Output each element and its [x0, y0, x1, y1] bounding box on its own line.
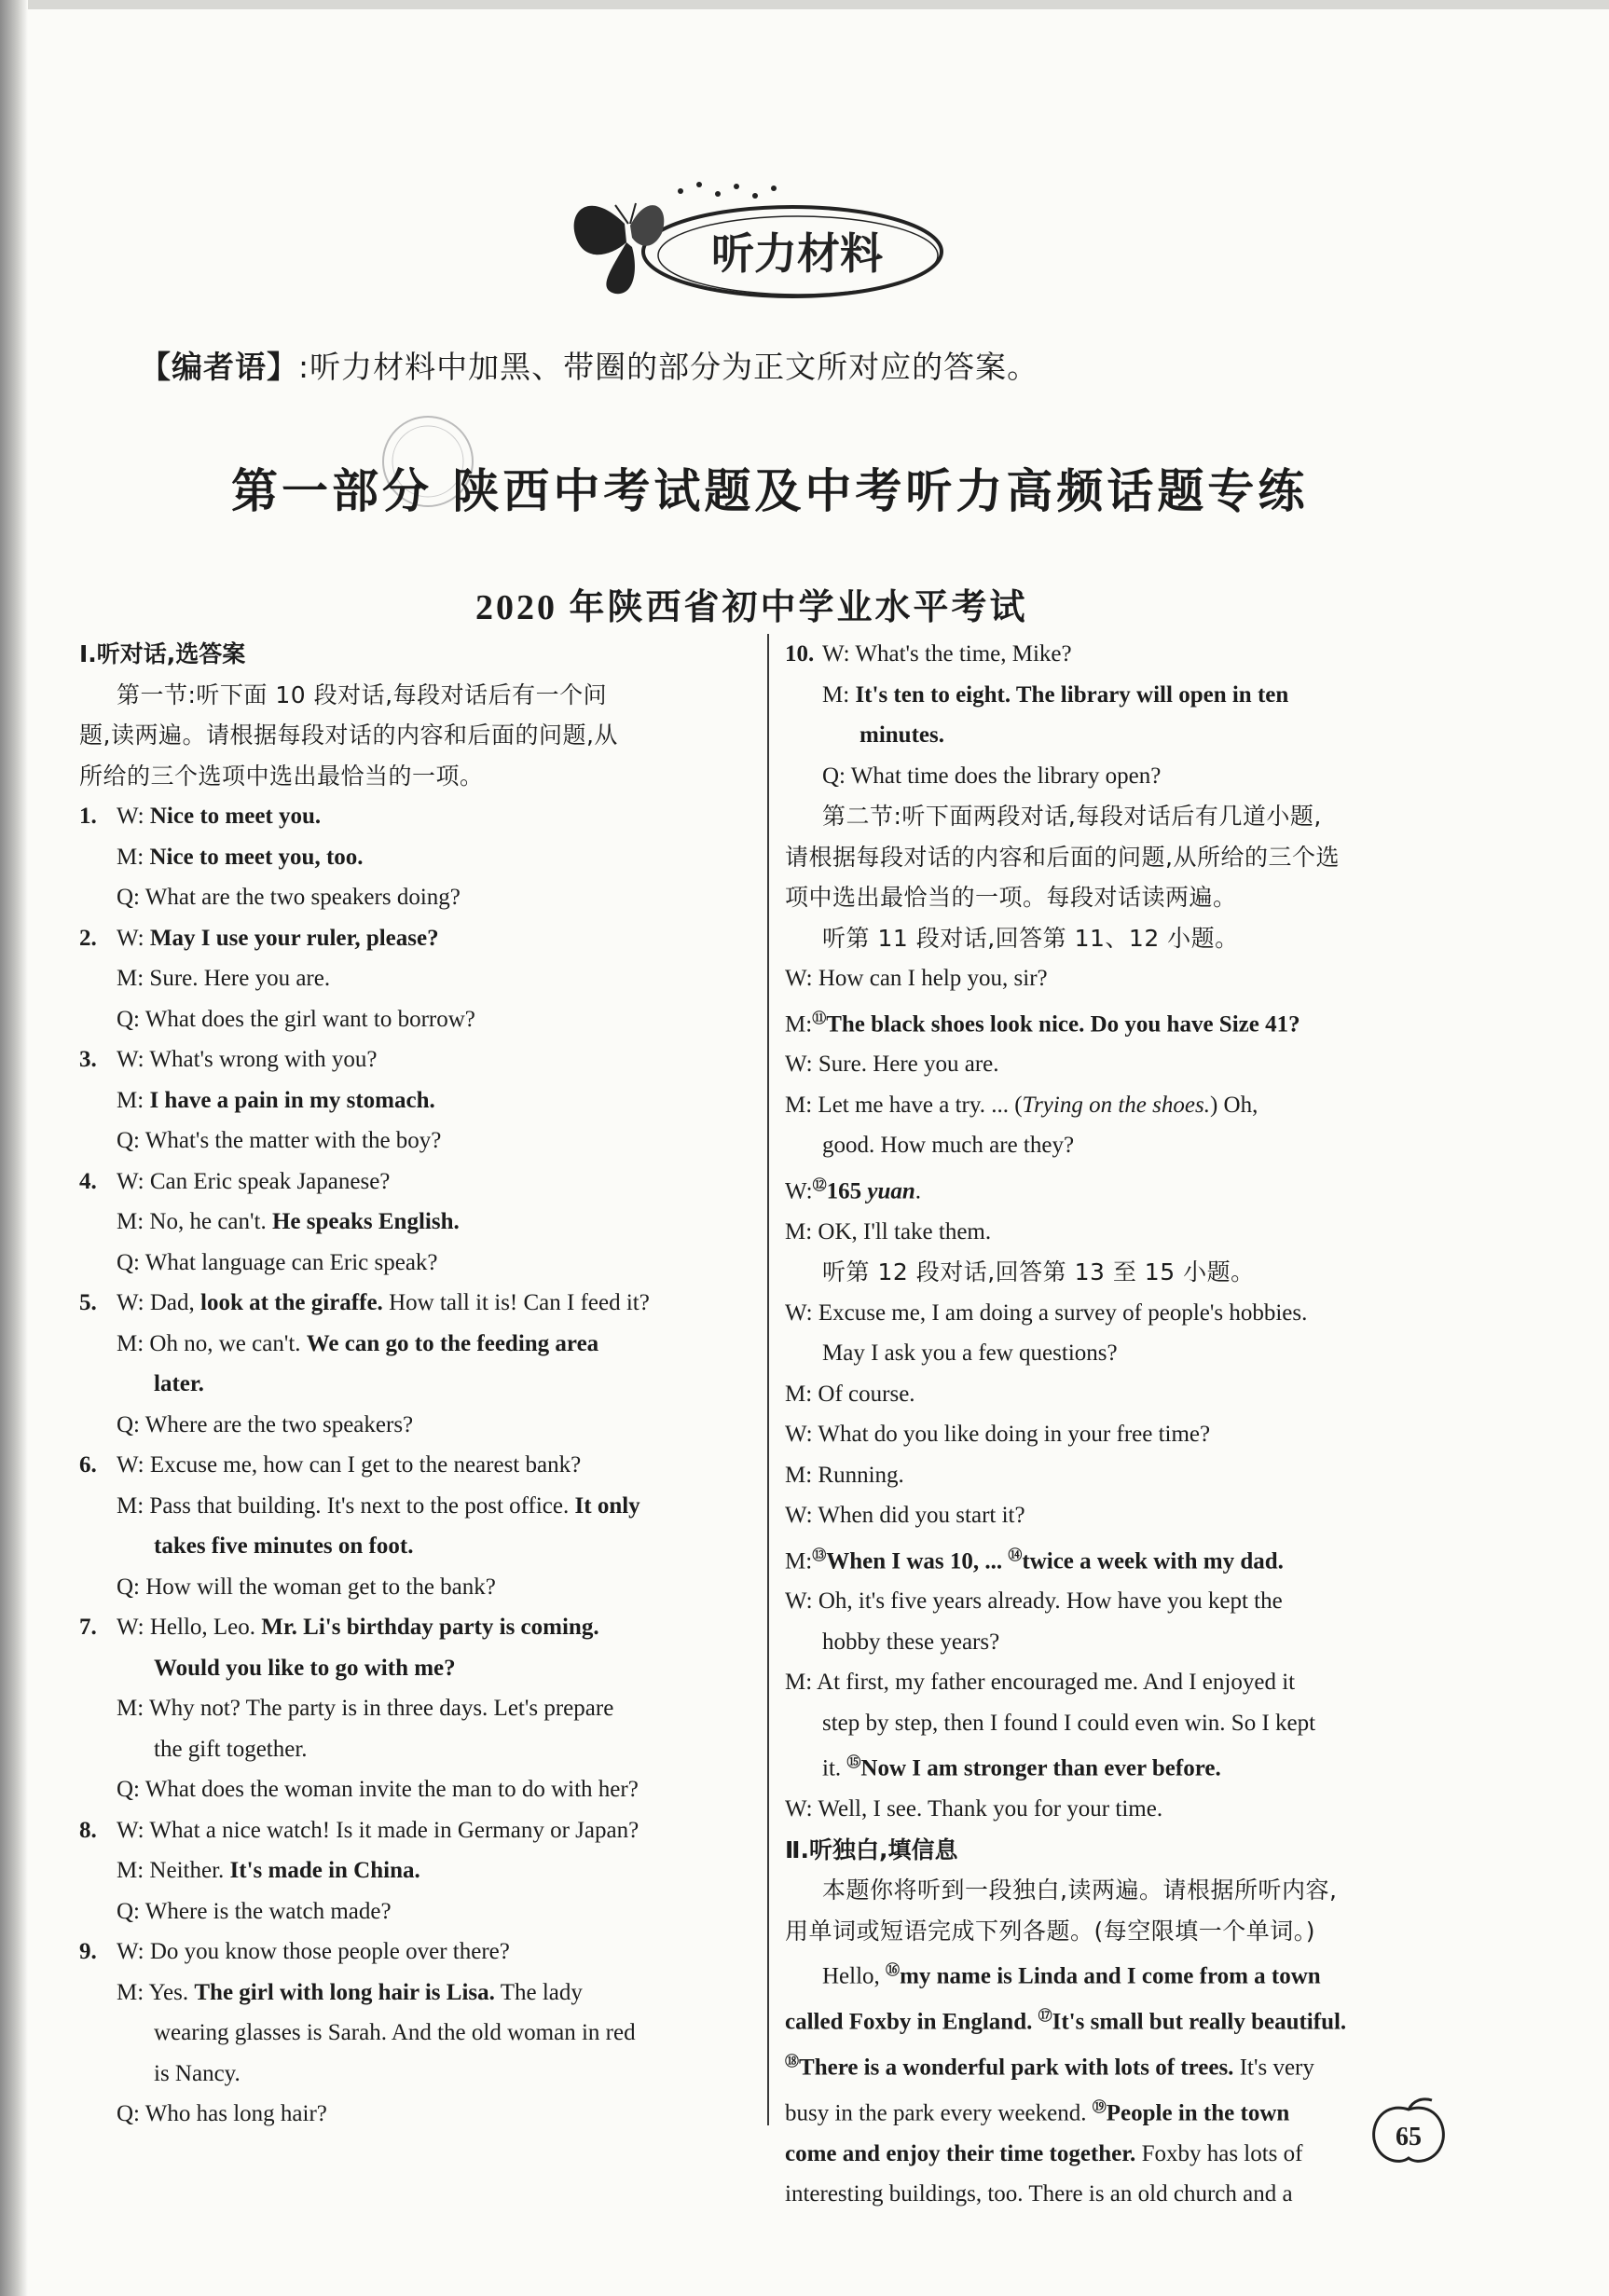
editor-note: 【编者语】:听力材料中加黑、带圈的部分为正文所对应的答案。	[140, 349, 1039, 385]
dialogue-line: 8. W: What a nice watch! Is it made in Germany or Japan?	[79, 1817, 639, 1843]
dialogue-line: M: Of course.	[785, 1381, 915, 1407]
question-line: Q: Who has long hair?	[117, 2101, 327, 2126]
instruction-line: 所给的三个选项中选出最恰当的一项。	[79, 762, 484, 790]
exam-title: 2020 年陕西省初中学业水平考试	[475, 588, 1028, 627]
question-line: Q: What time does the library open?	[822, 763, 1162, 789]
dialogue-line: 6. W: Excuse me, how can I get to the nearest bank?	[79, 1452, 582, 1478]
question-line: Q: What does the girl want to borrow?	[117, 1006, 475, 1032]
dialogue-line: M: Nice to meet you, too.	[117, 844, 364, 870]
monologue-line: busy in the park every weekend. ⑲People in the town	[785, 2099, 1290, 2126]
monologue-line: called Foxby in England. ⑰It's small but really beautiful.	[785, 2009, 1347, 2035]
dialogue-line: M: Sure. Here you are.	[117, 966, 331, 991]
butterfly-icon	[574, 203, 665, 294]
dialogue-line: W: How can I help you, sir?	[785, 966, 1048, 991]
instruction-line: 用单词或短语完成下列各题。(每空限填一个单词。)	[785, 1917, 1316, 1945]
question-line: Q: What's the matter with the boy?	[117, 1128, 442, 1153]
question-line: Q: Where is the watch made?	[117, 1898, 392, 1924]
dialogue-line: good. How much are they?	[822, 1133, 1075, 1159]
dialogue-line: 1. W: Nice to meet you.	[79, 804, 322, 829]
dialogue-line: M: Running.	[785, 1462, 904, 1488]
dialogue-line: 4. W: Can Eric speak Japanese?	[79, 1168, 391, 1194]
monologue-line: interesting buildings, too. There is an old church and a	[785, 2181, 1293, 2207]
instruction-line: 听第 11 段对话,回答第 11、12 小题。	[822, 924, 1239, 952]
dialogue-line: 3. W: What's wrong with you?	[79, 1047, 378, 1072]
dialogue-line: M: It's ten to eight. The library will open in ten	[822, 681, 1289, 708]
dialogue-line: M: At first, my father encouraged me. And I enjoyed it	[785, 1670, 1296, 1696]
question-line: Q: What does the woman invite the man to do with her?	[117, 1777, 639, 1802]
title-banner	[559, 168, 960, 308]
dialogue-line: M: Pass that building. It's next to the post office. It only	[117, 1492, 640, 1519]
dialogue-line: 2. W: May I use your ruler, please?	[79, 925, 439, 951]
dialogue-line: 9. W: Do you know those people over there?	[79, 1939, 510, 1964]
dialogue-line: M: No, he can't. He speaks English.	[117, 1209, 460, 1234]
dialogue-line: 7. W: Hello, Leo. Mr. Li's birthday party is coming.	[79, 1615, 599, 1640]
dialogue-line: step by step, then I found I could even win. So I kept	[822, 1710, 1316, 1736]
monologue-line: come and enjoy their time together. Foxby has lots of	[785, 2140, 1303, 2166]
dialogue-line: W: Oh, it's five years already. How have you kept the	[785, 1588, 1283, 1615]
right-column	[785, 634, 1451, 2215]
instruction-line: 第二节:听下面两段对话,每段对话后有几道小题,	[822, 803, 1322, 830]
instruction-line: 本题你将听到一段独白,读两遍。请根据所听内容,	[822, 1877, 1338, 1904]
dialogue-line: May I ask you a few questions?	[822, 1340, 1118, 1367]
question-line: Q: What are the two speakers doing?	[117, 885, 461, 910]
dialogue-line: W: Well, I see. Thank you for your time.	[785, 1796, 1163, 1822]
section-heading: Ⅱ.听独白,填信息	[785, 1835, 958, 1863]
dialogue-line: M: Oh no, we can't. We can go to the feeding area	[117, 1330, 599, 1356]
dialogue-line: M: Why not? The party is in three days. Let's prepare	[117, 1696, 614, 1721]
dialogue-line: it. ⑮Now I am stronger than ever before.	[822, 1755, 1221, 1781]
instruction-line: 题,读两遍。请根据每段对话的内容和后面的问题,从	[79, 722, 618, 749]
question-line: Q: How will the woman get to the bank?	[117, 1574, 496, 1600]
dialogue-line: M: Yes. The girl with long hair is Lisa. The lady	[117, 1979, 583, 2005]
instruction-line: 请根据每段对话的内容和后面的问题,从所给的三个选	[785, 843, 1340, 871]
instruction-line: 项中选出最恰当的一项。每段对话读两遍。	[785, 884, 1237, 911]
dialogue-line: W: Excuse me, I am doing a survey of people's hobbies.	[785, 1299, 1308, 1326]
question-line: Q: Where are the two speakers?	[117, 1411, 414, 1437]
dialogue-line: is Nancy.	[154, 2060, 241, 2086]
section-heading: Ⅰ.听对话,选答案	[79, 640, 246, 667]
dialogue-line: 10. W: What's the time, Mike?	[785, 641, 1072, 667]
dialogue-line: Would you like to go with me?	[154, 1655, 456, 1681]
page-number-badge	[1367, 2093, 1451, 2167]
dialogue-line: M: Neither. It's made in China.	[117, 1858, 420, 1883]
dialogue-line: W: Sure. Here you are.	[785, 1052, 999, 1078]
dialogue-line: M: I have a pain in my stomach.	[117, 1087, 435, 1113]
dialogue-line: M:⑬When I was 10, ... ⑭twice a week with my dad.	[785, 1547, 1284, 1574]
svg-text:听力材料: 听力材料	[711, 228, 883, 279]
page-left-edge	[0, 0, 28, 2296]
dialogue-line: M:⑪The black shoes look nice. Do you have Size 41?	[785, 1011, 1300, 1037]
monologue-line: ⑱There is a wonderful park with lots of trees. It's very	[785, 2054, 1314, 2081]
instruction-line: 第一节:听下面 10 段对话,每段对话后有一个问	[117, 681, 608, 708]
dialogue-line: W: When did you start it?	[785, 1503, 1025, 1529]
page-number: 65	[1396, 2123, 1422, 2152]
dialogue-line: M: Let me have a try. ... (Trying on the shoes.) Oh,	[785, 1092, 1258, 1118]
dialogue-line: 5. W: Dad, look at the giraffe. How tall it is! Can I feed it?	[79, 1290, 650, 1315]
dialogue-line: W: What do you like doing in your free time?	[785, 1422, 1211, 1448]
question-line: Q: What language can Eric speak?	[117, 1249, 438, 1275]
instruction-line: 听第 12 段对话,回答第 13 至 15 小题。	[822, 1258, 1255, 1286]
part-title: 第一部分 陕西中考试题及中考听力高频话题专练	[231, 464, 1309, 518]
dialogue-line: takes five minutes on foot.	[154, 1533, 414, 1559]
dialogue-line: minutes.	[860, 722, 944, 748]
left-column	[79, 634, 746, 2135]
monologue-line: Hello, ⑯my name is Linda and I come from a town	[822, 1963, 1321, 1989]
dialogue-line: later.	[154, 1371, 204, 1396]
dialogue-line: wearing glasses is Sarah. And the old woman in red	[154, 2020, 636, 2045]
dialogue-line: hobby these years?	[822, 1629, 1000, 1655]
dialogue-line: W:⑫165 yuan.	[785, 1177, 922, 1204]
dialogue-line: M: OK, I'll take them.	[785, 1218, 992, 1244]
dialogue-line: the gift together.	[154, 1736, 308, 1762]
column-divider	[767, 634, 769, 2125]
page-top-edge	[0, 0, 1609, 9]
